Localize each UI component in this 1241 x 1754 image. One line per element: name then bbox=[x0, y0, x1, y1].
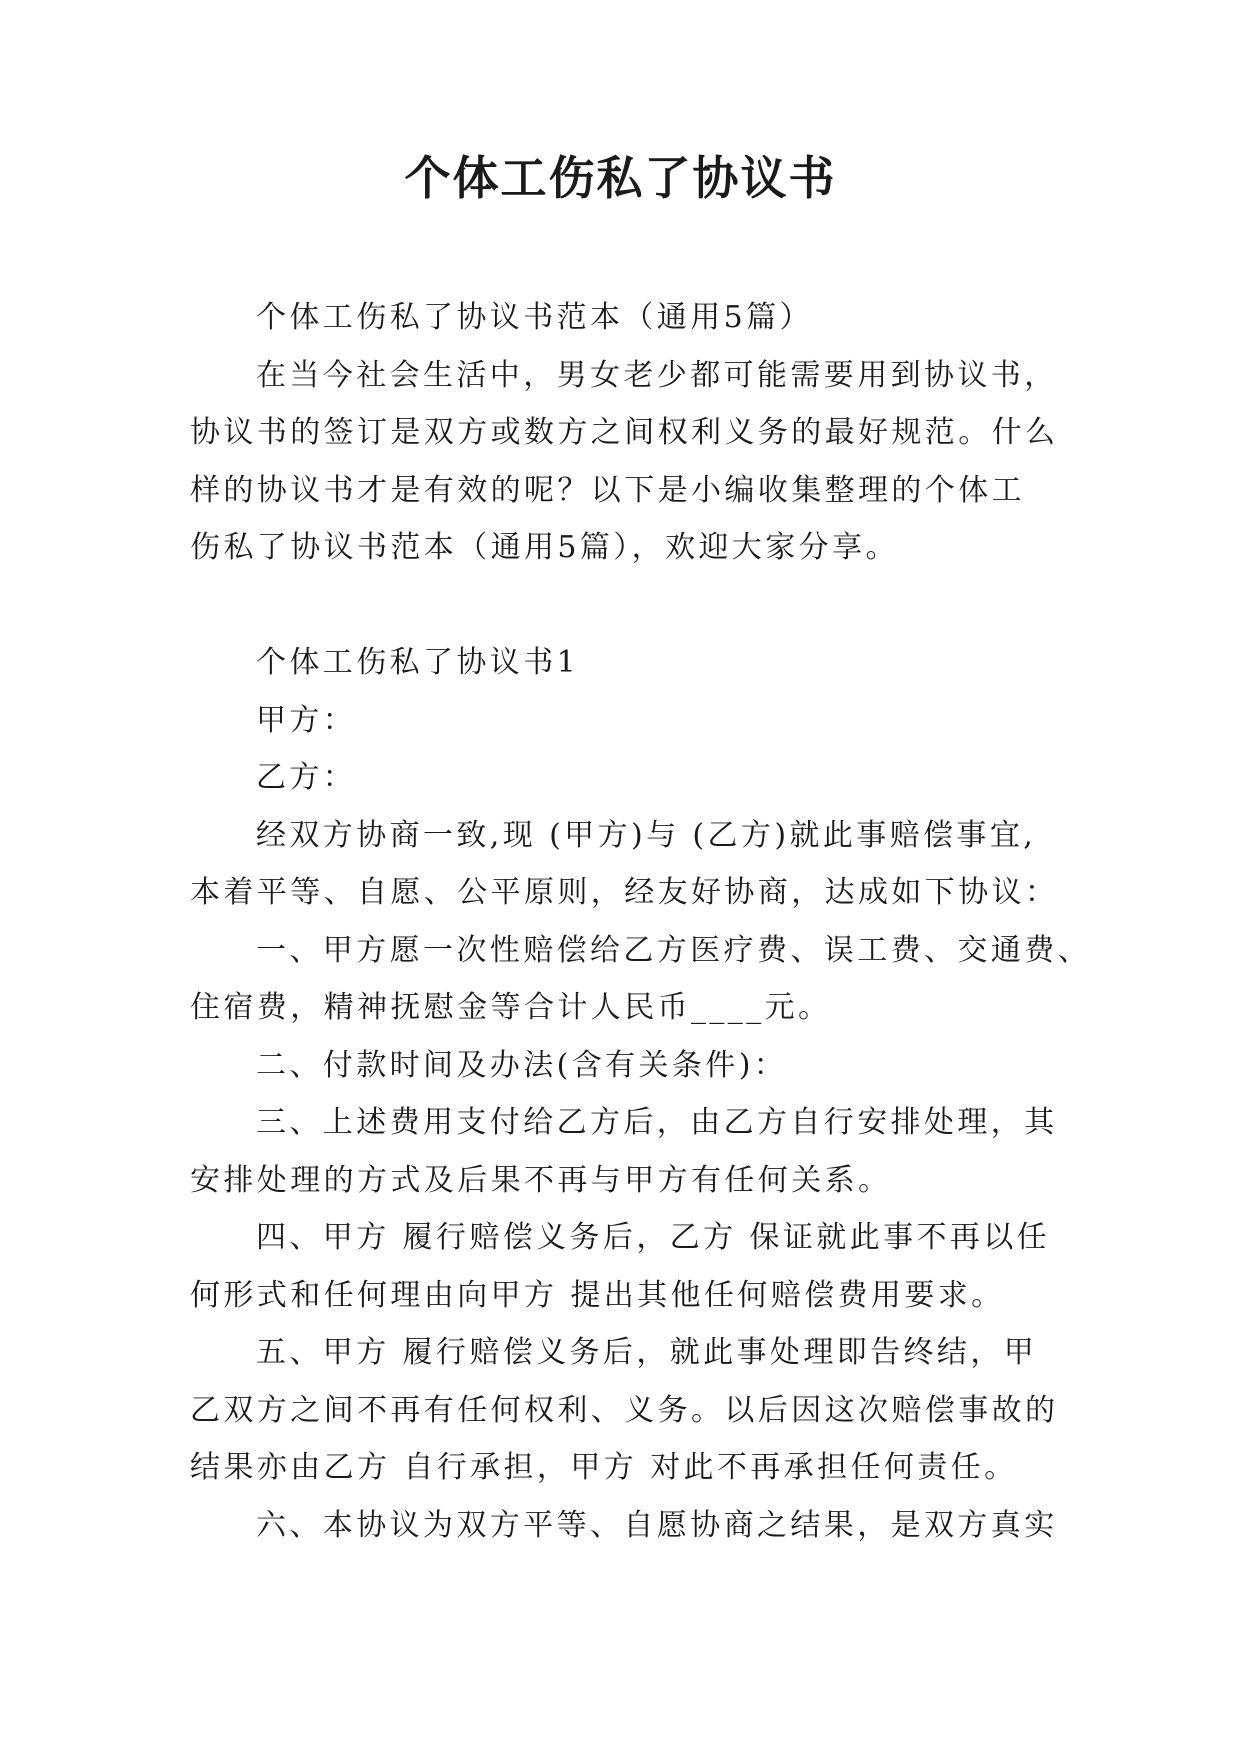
clause-4 bbox=[190, 1209, 1060, 1324]
clause-line: 乙双方之间不再有任何权利、义务。以后因这次赔偿事故的 bbox=[190, 1392, 1059, 1428]
clause-line: 四、甲方 履行赔偿义务后，乙方 保证就此事不再以任 bbox=[256, 1220, 1051, 1255]
clause-line: 一、甲方愿一次性赔偿给乙方医疗费、误工费、交通费、 bbox=[256, 932, 1091, 968]
intro-line: 样的协议书才是有效的呢？以下是小编收集整理的个体工 bbox=[190, 472, 1025, 508]
clause-5 bbox=[190, 1324, 1060, 1497]
party-b-label: 乙方： bbox=[256, 760, 357, 795]
clause-line: 经双方协商一致,现 (甲方)与 (乙方)就此事赔偿事宜, bbox=[256, 817, 1037, 853]
clause-line: 何形式和任何理由向甲方 提出其他任何赔偿费用要求。 bbox=[190, 1277, 1005, 1313]
intro-paragraph bbox=[190, 347, 1060, 577]
section-title: 个体工伤私了协议书1 bbox=[256, 645, 580, 680]
intro-line: 协议书的签订是双方或数方之间权利义务的最好规范。什么 bbox=[190, 415, 1059, 450]
clause-intro bbox=[190, 807, 1060, 922]
clause-2: 二、付款时间及办法(含有关条件)： bbox=[256, 1047, 788, 1083]
clause-line: 安排处理的方式及后果不再与甲方有任何关系。 bbox=[190, 1162, 892, 1198]
clause-line: 三、上述费用支付给乙方后，由乙方自行安排处理，其 bbox=[256, 1105, 1058, 1140]
intro-line: 在当今社会生活中，男女老少都可能需要用到协议书， bbox=[256, 357, 1058, 393]
document-title: 个体工伤私了协议书 bbox=[404, 151, 837, 205]
document-body bbox=[190, 289, 1091, 1554]
clause-line: 本着平等、自愿、公平原则，经友好协商，达成如下协议： bbox=[190, 875, 1059, 910]
clause-3 bbox=[190, 1094, 1060, 1209]
clause-1 bbox=[190, 922, 1091, 1037]
party-a-label: 甲方： bbox=[256, 702, 357, 738]
clause-line: 五、甲方 履行赔偿义务后，就此事处理即告终结，甲 bbox=[256, 1335, 1038, 1370]
clause-6 bbox=[190, 1497, 1060, 1555]
document-subtitle: 个体工伤私了协议书范本（通用5篇） bbox=[256, 300, 813, 335]
clause-line: 结果亦由乙方 自行承担，甲方 对此不再承担任何责任。 bbox=[190, 1450, 1018, 1485]
clause-line: 六、本协议为双方平等、自愿协商之结果，是双方真实 bbox=[256, 1507, 1058, 1543]
paragraph-gap bbox=[190, 577, 1060, 635]
clause-line: 住宿费，精神抚慰金等合计人民币____元。 bbox=[190, 990, 832, 1025]
intro-line: 伤私了协议书范本（通用5篇），欢迎大家分享。 bbox=[190, 530, 899, 565]
